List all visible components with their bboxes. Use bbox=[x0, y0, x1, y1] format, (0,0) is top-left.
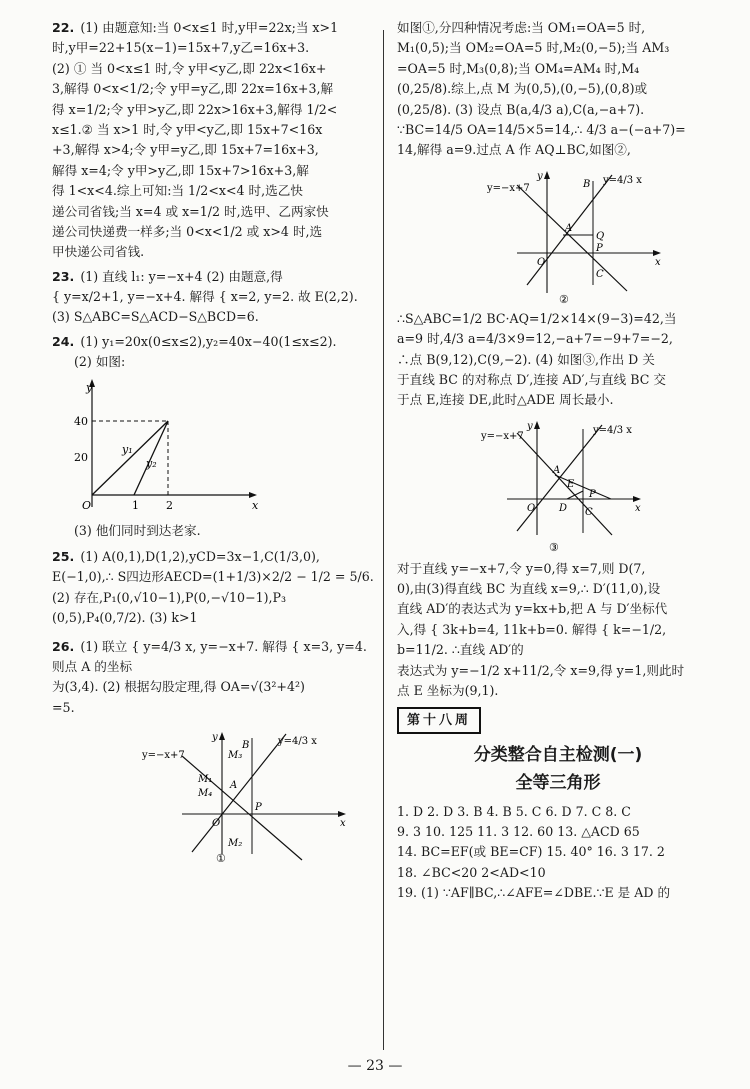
text-line: =OA=5 时,M₃(0,8);当 OM₄=AM₄ 时,M₄ bbox=[397, 60, 640, 76]
point-label: O bbox=[527, 502, 536, 514]
text-line: +3,解得 x>4;令 y甲=y乙,即 15x+7=16x+3, bbox=[52, 142, 319, 158]
text-line: 为(3,4). (2) 根据勾股定理,得 OA=√(3²+4²) bbox=[52, 679, 305, 695]
point-label: A bbox=[230, 780, 238, 792]
figure-caption: ① bbox=[216, 852, 226, 863]
answer-line: 1. D 2. D 3. B 4. B 5. C 6. D 7. C 8. C bbox=[397, 803, 631, 819]
line-label: y=4/3 x bbox=[593, 424, 632, 436]
text-line: ∵BC=14/5 OA=14/5×5=14,∴ 4/3 a−(−a+7)= bbox=[397, 121, 686, 137]
text-line: a=9 时,4/3 a=4/3×9=12,−a+7=−9+7=−2, bbox=[397, 331, 673, 347]
point-label: M₄ bbox=[198, 788, 213, 800]
answer-line: 18. ∠BC<20 2<AD<10 bbox=[397, 864, 546, 880]
text-line: 得 x=1/2;令 y甲>y乙,即 22x>16x+3,解得 1/2< bbox=[52, 101, 338, 117]
text-line: (1) 由题意知:当 0<x≤1 时,y甲=22x;当 x>1 bbox=[80, 20, 339, 35]
text-line: 3,解得 0<x<1/2;令 y甲=y乙,即 22x=16x+3,解 bbox=[52, 81, 334, 97]
text-line: 甲快递公司省钱. bbox=[52, 244, 145, 260]
week-label: 第十八周 bbox=[397, 707, 481, 734]
line-y1-label: y₁ bbox=[122, 442, 133, 456]
figure-caption: ② bbox=[559, 292, 569, 305]
text-line: (3) 他们同时到达老家. bbox=[74, 522, 201, 538]
graph-q26-fig1 bbox=[72, 722, 372, 862]
question-23 bbox=[52, 267, 374, 328]
text-line: 对于直线 y=−x+7,令 y=0,得 x=7,则 D(7, bbox=[397, 560, 646, 576]
question-26 bbox=[52, 637, 374, 863]
line-label: y=4/3 x bbox=[278, 736, 317, 748]
point-label: O bbox=[212, 818, 221, 830]
graph-q26-fig3 bbox=[397, 415, 697, 555]
text-line: ∴S△ABC=1/2 BC·AQ=1/2×14×(9−3)=42,当 bbox=[397, 310, 677, 326]
text-line: (0,25/8).综上,点 M 为(0,5),(0,−5),(0,8)或 bbox=[397, 81, 648, 97]
origin-label: O bbox=[82, 498, 92, 512]
text-line: (2) 如图: bbox=[74, 354, 126, 370]
text-line: { y=x/2+1, y=−x+4. 解得 { x=2, y=2. 故 E(2,2). bbox=[52, 289, 358, 305]
x-tick-label: 2 bbox=[166, 498, 173, 512]
text-line: (1) y₁=20x(0≤x≤2),y₂=40x−40(1≤x≤2). bbox=[80, 333, 337, 349]
section-title: 分类整合自主检测(一) bbox=[473, 745, 643, 766]
question-25 bbox=[52, 547, 374, 629]
text-line: 0),由(3)得直线 BC 为直线 x=9,∴ D′(11,0),设 bbox=[397, 581, 661, 597]
point-label: C bbox=[585, 506, 593, 518]
question-number: 22. bbox=[52, 20, 75, 35]
point-label: A bbox=[553, 464, 561, 476]
page-number: — 23 — bbox=[347, 1058, 403, 1074]
y-tick-label: 20 bbox=[74, 450, 88, 464]
point-label: E bbox=[567, 478, 575, 490]
question-26-continued-2 bbox=[397, 309, 719, 411]
text-line: 如图①,分四种情况考虑:当 OM₁=OA=5 时, bbox=[397, 20, 646, 35]
column-divider bbox=[383, 30, 384, 1050]
text-line: 14,解得 a=9.过点 A 作 AQ⊥BC,如图②, bbox=[397, 142, 631, 158]
question-number: 25. bbox=[52, 549, 75, 565]
question-number: 24. bbox=[52, 333, 75, 349]
text-line: ∴点 B(9,12),C(9,−2). (4) 如图③,作出 D 关 bbox=[397, 351, 655, 367]
line-label: y=4/3 x bbox=[603, 174, 642, 186]
graph-q26-fig2 bbox=[397, 165, 697, 305]
point-label: D bbox=[559, 502, 568, 514]
question-number: 23. bbox=[52, 268, 75, 284]
answer-list bbox=[397, 802, 719, 904]
line-label: y=−x+7 bbox=[487, 182, 530, 194]
y-tick-label: 40 bbox=[74, 414, 88, 428]
answer-line: 14. BC=EF(或 BE=CF) 15. 40° 16. 3 17. 2 bbox=[397, 844, 665, 860]
text-line: 递公司省钱;当 x=4 或 x=1/2 时,选甲、乙两家快 bbox=[52, 203, 329, 219]
text-line: 解得 x=4;令 y甲>y乙,即 15x+7>16x+3,解 bbox=[52, 162, 309, 178]
point-label: A bbox=[565, 222, 573, 234]
point-label: B bbox=[242, 740, 250, 752]
text-line: (1) 直线 l₁: y=−x+4 (2) 由题意,得 bbox=[80, 268, 283, 284]
text-line: 于直线 BC 的对称点 D′,连接 AD′,与直线 BC 交 bbox=[397, 371, 667, 387]
text-line: (2) ① 当 0<x≤1 时,令 y甲<y乙,即 22x<16x+ bbox=[52, 60, 327, 76]
text-line: (1) 联立 { y=4/3 x, y=−x+7. 解得 { x=3, y=4. 则点 A 的坐标 bbox=[52, 638, 367, 674]
question-24 bbox=[52, 332, 374, 541]
text-line: 入,得 { 3k+b=4, 11k+b=0. 解得 { k=−1/2, b=11/2. ∴直线 AD′的 bbox=[397, 621, 667, 658]
point-label: P bbox=[255, 802, 262, 814]
line-y2-label: y₂ bbox=[146, 456, 157, 470]
text-line: (2) 存在,P₁(0,√10−1),P(0,−√10−1),P₃ bbox=[52, 589, 287, 605]
line-label: y=−x+7 bbox=[481, 430, 524, 442]
question-26-continued-3 bbox=[397, 559, 719, 702]
point-label: B bbox=[583, 178, 591, 190]
text-line: =5. bbox=[52, 699, 75, 715]
point-label: C bbox=[596, 268, 604, 280]
text-line: 直线 AD′的表达式为 y=kx+b,把 A 与 D′坐标代 bbox=[397, 601, 668, 617]
point-label: M₃ bbox=[228, 750, 243, 762]
text-line: (0,5),P₄(0,7/2). (3) k>1 bbox=[52, 610, 198, 626]
point-label: M₂ bbox=[228, 838, 243, 850]
y-axis-label: y bbox=[212, 732, 218, 744]
x-axis-label: x bbox=[635, 502, 641, 514]
question-26-continued bbox=[397, 18, 719, 161]
left-column bbox=[52, 18, 374, 866]
text-line: 点 E 坐标为(9,1). bbox=[397, 683, 499, 699]
point-label: Q bbox=[596, 230, 605, 242]
point-label: O bbox=[537, 256, 546, 268]
text-line: E(−1,0),∴ S四边形AECD=(1+1/3)×2/2 − 1/2 = 5/6. bbox=[52, 569, 374, 585]
text-line: 时,y甲=22+15(x−1)=15x+7,y乙=16x+3. bbox=[52, 40, 310, 56]
text-line: M₁(0,5);当 OM₂=OA=5 时,M₂(0,−5);当 AM₃ bbox=[397, 40, 670, 56]
y-axis-label: y bbox=[537, 170, 543, 182]
text-line: (3) S△ABC=S△ACD−S△BCD=6. bbox=[52, 309, 259, 325]
point-label: M₁ bbox=[198, 774, 213, 786]
x-axis-label: x bbox=[655, 256, 661, 268]
line-label: y=−x+7 bbox=[142, 750, 185, 762]
text-line: 得 1<x<4.综上可知:当 1/2<x<4 时,选乙快 bbox=[52, 183, 303, 199]
section-subtitle: 全等三角形 bbox=[515, 773, 601, 793]
question-22 bbox=[52, 18, 374, 263]
text-line: (1) A(0,1),D(1,2),yCD=3x−1,C(1/3,0), bbox=[80, 549, 320, 565]
y-axis-label: y bbox=[527, 420, 533, 432]
figure-caption: ③ bbox=[549, 540, 559, 554]
x-axis-label: x bbox=[252, 498, 259, 512]
question-number: 26. bbox=[52, 638, 75, 654]
right-column bbox=[397, 18, 719, 903]
answer-line: 19. (1) ∵AF∥BC,∴∠AFE=∠DBE.∵E 是 AD 的 bbox=[397, 885, 671, 901]
text-line: x≤1.② 当 x>1 时,令 y甲<y乙,即 15x+7<16x bbox=[52, 121, 323, 137]
text-line: 于点 E,连接 DE,此时△ADE 周长最小. bbox=[397, 392, 614, 408]
graph-q24 bbox=[52, 377, 262, 517]
text-line: 表达式为 y=−1/2 x+11/2,令 x=9,得 y=1,则此时 bbox=[397, 662, 685, 678]
point-label: P bbox=[589, 488, 596, 500]
text-line: 递公司快递费一样多;当 0<x<1/2 或 x>4 时,选 bbox=[52, 223, 323, 239]
answer-line: 9. 3 10. 125 11. 3 12. 60 13. △ACD 65 bbox=[397, 823, 640, 839]
x-axis-label: x bbox=[340, 818, 346, 830]
point-label: P bbox=[596, 242, 603, 254]
x-tick-label: 1 bbox=[132, 498, 139, 512]
text-line: (0,25/8). (3) 设点 B(a,4/3 a),C(a,−a+7). bbox=[397, 101, 645, 117]
y-axis-label: y bbox=[86, 380, 93, 394]
